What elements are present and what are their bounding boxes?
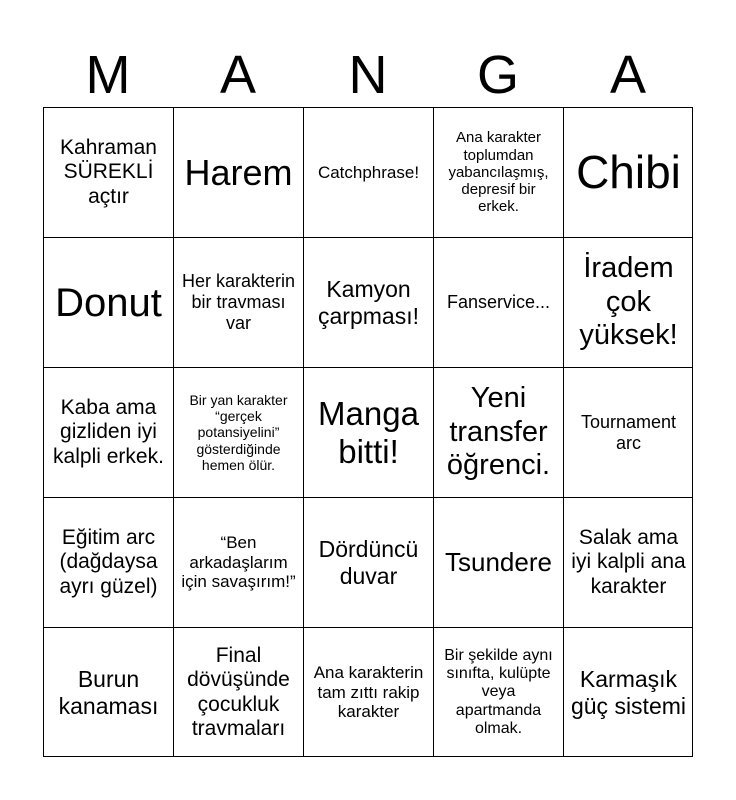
bingo-cell[interactable]: Tsundere (433, 497, 563, 627)
bingo-board (43, 107, 693, 757)
bingo-cell[interactable]: Kaba ama gizliden iyi kalpli erkek. (43, 367, 173, 497)
bingo-cell[interactable]: Kahraman SÜREKLİ açtır (43, 107, 173, 237)
bingo-cell[interactable]: Bir yan karakter “gerçek potansiyelini” gösterdiğinde hemen ölür. (173, 367, 303, 497)
bingo-cell[interactable]: Burun kanaması (43, 627, 173, 757)
header-letter-a: A (219, 45, 257, 105)
bingo-cell[interactable]: Dördüncü duvar (303, 497, 433, 627)
bingo-cell[interactable]: Harem (173, 107, 303, 237)
bingo-cell[interactable]: Eğitim arc (dağdaysa ayrı güzel) (43, 497, 173, 627)
bingo-cell[interactable]: Bir şekilde aynı sınıfta, kulüpte veya apartmanda olmak. (433, 627, 563, 757)
bingo-cell[interactable]: Fanservice... (433, 237, 563, 367)
bingo-cell[interactable]: Her karakterin bir travması var (173, 237, 303, 367)
header-letter-n: N (348, 45, 388, 105)
header-letter-g: G (476, 45, 519, 105)
bingo-cell[interactable]: Kamyon çarpması! (303, 237, 433, 367)
bingo-cell[interactable]: Yeni transfer öğrenci. (433, 367, 563, 497)
bingo-cell[interactable]: Manga bitti! (303, 367, 433, 497)
bingo-cell[interactable]: “Ben arkadaşlarım için savaşırım!” (173, 497, 303, 627)
header-letter-a-2: A (609, 45, 647, 105)
header-letter-m: M (85, 45, 131, 105)
bingo-cell[interactable]: Karmaşık güç sistemi (563, 627, 693, 757)
bingo-cell[interactable]: İradem çok yüksek! (563, 237, 693, 367)
bingo-cell[interactable]: Ana karakterin tam zıttı rakip karakter (303, 627, 433, 757)
bingo-cell[interactable]: Catchphrase! (303, 107, 433, 237)
bingo-cell[interactable]: Salak ama iyi kalpli ana karakter (563, 497, 693, 627)
bingo-cell[interactable]: Ana karakter toplumdan yabancılaşmış, depresif bir erkek. (433, 107, 563, 237)
bingo-cell[interactable]: Donut (43, 237, 173, 367)
bingo-cell[interactable]: Final dövüşünde çocukluk travmaları (173, 627, 303, 757)
bingo-cell[interactable]: Chibi (563, 107, 693, 237)
bingo-cell[interactable]: Tournament arc (563, 367, 693, 497)
bingo-header (43, 44, 693, 106)
